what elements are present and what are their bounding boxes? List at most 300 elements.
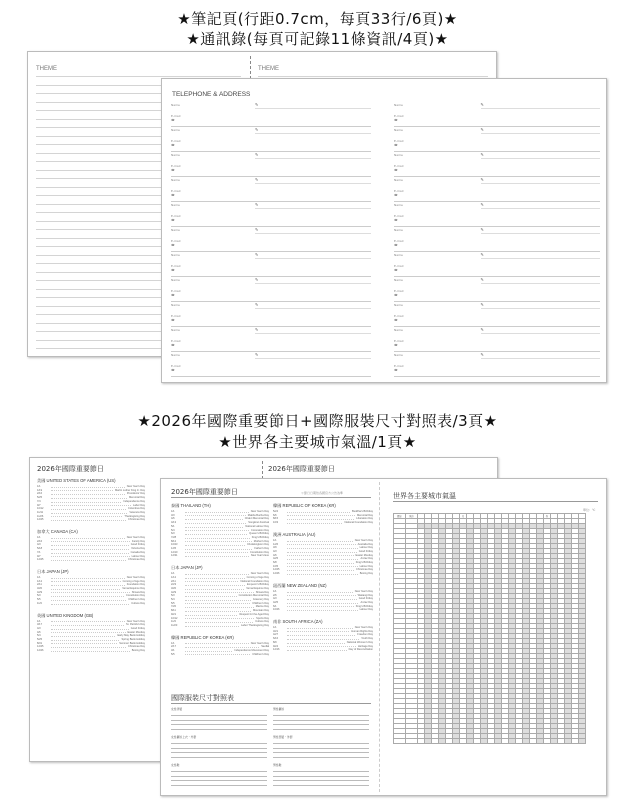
holiday-date: 11/3 — [37, 601, 42, 605]
name-line — [481, 283, 600, 284]
email-label: E-mail — [394, 339, 404, 343]
page-divider — [379, 482, 380, 792]
address-line — [171, 226, 371, 227]
pen-icon: ✎ — [480, 327, 484, 332]
title-rule — [171, 703, 371, 704]
leader-dots — [287, 641, 345, 644]
holiday-name: New Year's Day — [354, 538, 373, 542]
holiday-date: 4/3 — [37, 626, 41, 630]
address-line — [394, 201, 600, 202]
leader-dots — [287, 626, 353, 629]
holiday-date: 6/3 — [171, 532, 175, 536]
holiday-date: 3/20 — [171, 586, 177, 590]
contact-entry — [394, 178, 600, 203]
holiday-name: Constitution Day — [125, 594, 145, 598]
address-line — [171, 376, 371, 377]
leader-dots — [51, 518, 126, 521]
holiday-date: 1/1 — [171, 641, 175, 645]
email-block — [171, 265, 180, 272]
holiday-name: Memorial Day — [357, 513, 373, 517]
leader-dots — [287, 568, 354, 571]
holiday-row — [171, 653, 269, 657]
holiday-date: 1/12 — [37, 579, 43, 583]
leader-dots — [185, 645, 259, 648]
contact-entry — [171, 128, 371, 153]
holiday-name: New Year's Day — [126, 619, 145, 623]
holiday-name: Independence Movement Day — [234, 649, 269, 652]
leader-dots — [51, 602, 129, 605]
holiday-date: 1/1 — [273, 538, 277, 542]
leader-dots — [287, 565, 358, 568]
country-heading: 日本 JAPAN (JP) — [171, 565, 203, 571]
email-label: E-mail — [171, 189, 181, 193]
holiday-date: 11/3 — [171, 620, 176, 624]
holiday-row — [273, 572, 373, 576]
sizes-title: 國際服裝尺寸對照表 — [171, 694, 234, 702]
leader-dots — [51, 580, 121, 583]
leader-dots — [185, 536, 250, 539]
leader-dots — [51, 551, 129, 554]
holiday-row — [37, 518, 145, 522]
holiday-date: 5/5 — [37, 598, 41, 602]
heading-climate: ★世界各主要城市氣溫/1頁★ — [218, 433, 417, 451]
holiday-date: 8/11 — [171, 609, 176, 613]
holiday-name: National Foundation Day — [240, 579, 269, 583]
holiday-date: 12/26 — [37, 649, 44, 653]
holiday-date: 10/23 — [171, 543, 178, 547]
contact-entry — [171, 228, 371, 253]
name-line — [481, 358, 600, 359]
note-line — [258, 76, 488, 77]
size-table-title: 男性西裝・外套 — [273, 735, 293, 739]
name-label: Name — [394, 203, 403, 207]
holiday-name: Christmas Day — [127, 645, 145, 649]
pen-icon: ✎ — [480, 352, 484, 357]
holiday-date: 9/7 — [37, 503, 41, 507]
name-line — [481, 233, 600, 234]
leader-dots — [51, 645, 126, 648]
name-line — [255, 208, 371, 209]
holiday-date: 3/1 — [171, 649, 175, 652]
leader-dots — [185, 514, 246, 517]
title-rule — [171, 497, 371, 498]
holiday-row — [171, 624, 269, 628]
email-block — [394, 290, 403, 297]
name-line — [481, 208, 600, 209]
holiday-name: Waitangi Day — [357, 593, 373, 597]
leader-dots — [185, 594, 237, 597]
email-block — [394, 365, 403, 372]
email-label: E-mail — [171, 214, 181, 218]
contact-entry — [394, 303, 600, 328]
holiday-date: 11/26 — [37, 514, 44, 518]
holiday-row — [273, 648, 373, 652]
name-line — [481, 133, 600, 134]
address-line — [394, 376, 600, 377]
contact-entry — [171, 253, 371, 278]
leader-dots — [51, 631, 126, 634]
leader-dots — [185, 540, 252, 543]
pen-icon: ✎ — [255, 227, 259, 232]
leader-dots — [287, 601, 358, 604]
holiday-date: 3/3 — [171, 513, 175, 517]
address-line — [394, 151, 600, 152]
holiday-name: National Foundation Day — [344, 521, 373, 525]
leader-dots — [287, 630, 349, 633]
leader-dots — [185, 587, 244, 590]
holiday-date: 12/25 — [273, 568, 280, 572]
email-label: E-mail — [171, 114, 181, 118]
holiday-name: Chakri Memorial Day — [244, 517, 269, 521]
climate-row — [394, 739, 586, 744]
leader-dots — [185, 580, 238, 583]
holiday-name: Labour Day — [359, 546, 373, 550]
holiday-date: 1/12 — [171, 575, 177, 579]
name-line — [255, 333, 371, 334]
address-line — [171, 301, 371, 302]
pen-icon: ✎ — [255, 327, 259, 332]
name-label: Name — [394, 178, 403, 182]
name-label: Name — [171, 128, 180, 132]
phone-icon: ☎ — [171, 117, 175, 122]
leader-dots — [287, 590, 353, 593]
leader-dots — [185, 649, 232, 652]
phone-icon: ☎ — [394, 267, 398, 272]
holiday-date: 5/4 — [171, 528, 175, 532]
holiday-name: Seollal — [261, 645, 269, 649]
holiday-name: Good Friday — [130, 543, 145, 547]
holiday-section — [37, 529, 145, 562]
leader-dots — [51, 634, 115, 637]
holiday-date: 5/5 — [171, 652, 175, 656]
address-line — [171, 326, 371, 327]
email-label: E-mail — [171, 139, 181, 143]
contact-entry — [394, 153, 600, 178]
holiday-date: 5/25 — [37, 638, 43, 642]
contact-entry — [171, 278, 371, 303]
email-block — [394, 165, 403, 172]
holiday-name: Children's Day — [252, 652, 269, 656]
contact-entry — [171, 103, 371, 128]
holiday-date: 4/6 — [273, 553, 277, 557]
email-label: E-mail — [394, 114, 404, 118]
email-block — [394, 140, 403, 147]
size-grid — [171, 711, 267, 730]
holiday-section — [273, 532, 373, 576]
address-line — [394, 351, 600, 352]
email-label: E-mail — [394, 364, 404, 368]
holiday-name: Easter Monday — [355, 553, 373, 557]
email-label: E-mail — [394, 139, 404, 143]
leader-dots — [51, 587, 120, 590]
climate-table — [393, 513, 586, 744]
holiday-name: Coming of Age Day — [122, 579, 145, 583]
holiday-row — [171, 554, 269, 558]
leader-dots — [185, 605, 254, 608]
leader-dots — [51, 598, 126, 601]
holiday-name: Good Friday — [358, 549, 373, 553]
email-block — [171, 340, 180, 347]
holiday-date: 4/3 — [273, 549, 277, 553]
holiday-name: Christmas Day — [127, 558, 145, 562]
address-line — [394, 226, 600, 227]
holiday-name: Marine Day — [255, 605, 269, 609]
pen-icon: ✎ — [480, 177, 484, 182]
leader-dots — [185, 521, 246, 524]
name-line — [481, 308, 600, 309]
holiday-date: 3/17 — [37, 623, 43, 627]
phone-icon: ☎ — [171, 317, 175, 322]
holiday-name: Vernal Equinox Day — [246, 586, 269, 590]
name-label: Name — [171, 153, 180, 157]
holidays-front-spread — [160, 478, 607, 796]
name-label: Name — [394, 353, 403, 357]
leader-dots — [287, 554, 354, 557]
holiday-date: 5/3 — [37, 594, 41, 598]
phone-icon: ☎ — [171, 142, 175, 147]
holiday-date: 1/26 — [273, 542, 279, 546]
holiday-date: 4/29 — [37, 590, 43, 594]
leader-dots — [185, 525, 243, 528]
holiday-name: Memorial Day — [129, 496, 145, 500]
size-grid — [171, 739, 267, 758]
email-block — [394, 240, 403, 247]
leader-dots — [185, 572, 249, 575]
name-line — [255, 133, 371, 134]
email-block — [171, 365, 180, 372]
holiday-date: 6/8 — [273, 561, 277, 565]
phone-icon: ☎ — [394, 167, 398, 172]
pen-icon: ✎ — [480, 202, 484, 207]
leader-dots — [185, 551, 248, 554]
leader-dots — [51, 623, 124, 626]
email-label: E-mail — [171, 164, 181, 168]
holiday-date: 12/31 — [171, 554, 178, 558]
holiday-section — [37, 613, 145, 653]
holiday-date: 12/25 — [37, 558, 44, 562]
holiday-date: 10/3 — [273, 521, 279, 525]
pen-icon: ✎ — [480, 252, 484, 257]
name-label: Name — [171, 203, 180, 207]
holiday-name: King's Birthday — [355, 561, 373, 565]
holiday-name: Queen's Birthday — [249, 532, 269, 536]
holiday-date: 1/1 — [37, 575, 41, 579]
holiday-date: 2/23 — [171, 583, 177, 587]
holiday-name: New Year's Day — [250, 641, 269, 645]
name-line — [481, 158, 600, 159]
holiday-date: 2/16 — [37, 492, 43, 496]
holiday-date: 4/29 — [171, 590, 177, 594]
holiday-date: 5/3 — [171, 594, 175, 598]
leader-dots — [51, 638, 119, 641]
holiday-section — [273, 619, 373, 652]
leader-dots — [51, 558, 126, 561]
leader-dots — [287, 543, 356, 546]
leader-dots — [51, 642, 117, 645]
name-label: Name — [171, 303, 180, 307]
holiday-date: 10/12 — [171, 616, 178, 620]
size-table — [171, 735, 267, 758]
name-label: Name — [171, 353, 180, 357]
country-heading: 美國 UNITED STATES OF AMERICA (US) — [37, 478, 116, 483]
contact-entry — [394, 253, 600, 278]
leader-dots — [185, 617, 254, 620]
leader-dots — [185, 532, 247, 535]
name-label: Name — [394, 228, 403, 232]
name-label: Name — [171, 103, 180, 107]
leader-dots — [185, 602, 250, 605]
contact-entry — [394, 278, 600, 303]
size-table — [273, 707, 369, 730]
leader-dots — [287, 597, 357, 600]
phone-icon: ☎ — [171, 167, 175, 172]
title-rule — [393, 501, 598, 502]
contact-entry — [394, 103, 600, 128]
holiday-name: Anzac Day — [360, 557, 373, 561]
holiday-date: 2/6 — [273, 593, 277, 597]
holiday-date: 7/28 — [171, 535, 177, 539]
holiday-date: 7/4 — [37, 499, 41, 503]
leader-dots — [287, 514, 355, 517]
holiday-name: Songkran Festival — [248, 521, 269, 525]
leader-dots — [51, 627, 129, 630]
holiday-date: 1/1 — [273, 589, 277, 593]
holiday-date: 1/1 — [37, 485, 41, 488]
holiday-row — [273, 521, 373, 525]
holiday-date: 3/21 — [273, 629, 279, 633]
holiday-name: Constitution Memorial Day — [238, 594, 269, 598]
holiday-date: 8/31 — [37, 641, 43, 645]
holiday-name: Greenery Day — [252, 598, 269, 602]
holiday-name: Emperor's Birthday — [247, 583, 269, 587]
email-block — [394, 190, 403, 197]
leader-dots — [51, 620, 125, 623]
holiday-name: Labor Day — [133, 503, 145, 507]
leader-dots — [51, 576, 125, 579]
leader-dots — [287, 633, 355, 636]
holiday-name: Youth Day — [361, 637, 373, 641]
holiday-date: 5/5 — [171, 601, 175, 605]
email-label: E-mail — [171, 314, 181, 318]
holidays-title-back-right: 2026年國際重要節日 — [268, 465, 335, 473]
holiday-date: 4/6 — [171, 517, 175, 521]
holiday-name: Buddha's Birthday — [352, 510, 373, 513]
holiday-name: Respect for the Aged Day — [239, 612, 269, 616]
country-heading: 紐西蘭 NEW ZEALAND (NZ) — [273, 582, 327, 588]
holiday-name: Veterans Day — [129, 510, 145, 514]
size-table-title: 女性洋裝 — [171, 707, 183, 711]
contact-entry — [394, 128, 600, 153]
size-table-title: 女性鞋 — [171, 763, 180, 767]
holiday-name: New Year's Day — [354, 626, 373, 629]
theme-label-right: THEME — [258, 66, 279, 72]
size-grid — [273, 711, 369, 730]
address-line — [171, 126, 371, 127]
pen-icon: ✎ — [255, 202, 259, 207]
country-heading: 韓國 REPUBLIC OF KOREA (KR) — [273, 503, 336, 508]
holiday-name: Labor Thanksgiving Day — [241, 623, 269, 627]
leader-dots — [185, 543, 245, 546]
holiday-name: New Year's Day — [126, 485, 145, 488]
leader-dots — [51, 489, 113, 492]
leader-dots — [287, 521, 342, 524]
leader-dots — [185, 547, 252, 550]
address-line — [171, 176, 371, 177]
phone-icon: ☎ — [171, 242, 175, 247]
holiday-name: Family Day — [132, 539, 145, 543]
leader-dots — [287, 608, 358, 611]
size-grid — [273, 739, 369, 758]
leader-dots — [51, 507, 126, 510]
leader-dots — [51, 485, 125, 488]
pen-icon: ✎ — [255, 252, 259, 257]
leader-dots — [51, 555, 130, 558]
email-label: E-mail — [394, 164, 404, 168]
size-table-title: 男性鞋 — [273, 763, 282, 767]
name-label: Name — [394, 253, 403, 257]
leader-dots — [185, 576, 245, 579]
holiday-name: Freedom Day — [357, 633, 373, 637]
holidays-title: 2026年國際重要節日 — [171, 488, 238, 496]
email-label: E-mail — [171, 264, 181, 268]
leader-dots — [51, 536, 125, 539]
phone-icon: ☎ — [394, 217, 398, 222]
holiday-name: National Women's Day — [346, 640, 373, 644]
country-heading: 英國 UNITED KINGDOM (GB) — [37, 612, 94, 618]
holiday-date: 7/1 — [37, 550, 41, 554]
email-block — [394, 265, 403, 272]
holiday-date: 10/12 — [37, 507, 44, 511]
holiday-name: King's Birthday — [355, 604, 373, 608]
holiday-date: 5/18 — [37, 547, 43, 551]
pen-icon: ✎ — [480, 227, 484, 232]
holiday-name: Heritage Day — [357, 644, 373, 648]
phone-icon: ☎ — [394, 367, 398, 372]
holiday-name: Easter Monday — [127, 630, 145, 634]
holiday-section — [37, 569, 145, 606]
email-block — [394, 315, 403, 322]
holiday-name: Coming of Age Day — [246, 575, 269, 579]
phone-icon: ☎ — [171, 192, 175, 197]
email-block — [171, 290, 180, 297]
holidays-note: ＊節日日期依各國官方公告為準 — [301, 491, 344, 495]
name-line — [255, 308, 371, 309]
holiday-name: Mountain Day — [252, 609, 269, 613]
phone-icon: ☎ — [171, 217, 175, 222]
holiday-date: 12/25 — [37, 645, 44, 649]
holiday-row — [37, 558, 145, 562]
holiday-date: 1/1 — [171, 572, 175, 576]
leader-dots — [51, 500, 121, 503]
holiday-date: 12/16 — [273, 648, 280, 652]
leader-dots — [287, 648, 347, 651]
holiday-name: New Year's Day — [126, 536, 145, 539]
size-grid — [171, 767, 267, 786]
holiday-date: 5/4 — [171, 598, 175, 602]
name-label: Name — [394, 278, 403, 282]
name-label: Name — [394, 103, 403, 107]
leader-dots — [185, 517, 243, 520]
country-heading: 泰國 THAILAND (TH) — [171, 503, 211, 508]
holiday-date: 9/21 — [171, 612, 177, 616]
holiday-date: 5/4 — [37, 634, 41, 638]
holiday-date: 12/26 — [273, 572, 280, 576]
holiday-date: 3/9 — [273, 546, 277, 550]
holiday-date: 12/5 — [171, 547, 177, 551]
holiday-name: Anzac Day — [360, 600, 373, 604]
contact-entry — [171, 178, 371, 203]
theme-label-left: THEME — [36, 66, 57, 72]
